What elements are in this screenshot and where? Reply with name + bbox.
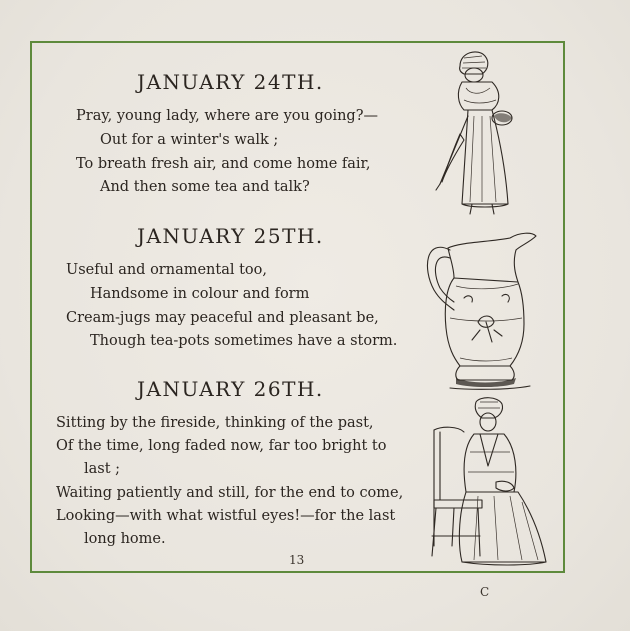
seated-old-woman-illustration [418,396,558,568]
verse-line: last ; [84,461,121,477]
entry-heading-jan-24: JANUARY 24TH. [137,70,324,94]
entry-heading-jan-26: JANUARY 26TH. [137,377,324,401]
verse-line: Pray, young lady, where are you going?— [76,108,378,124]
verse-line: Handsome in colour and form [90,286,310,302]
verse-line: Looking—with what wistful eyes!—for the last [56,508,396,524]
verse-line: Cream-jugs may peaceful and pleasant be, [66,310,379,326]
cream-jug-illustration [420,218,540,393]
page-number: 13 [289,553,305,567]
verse-line: And then some tea and talk? [100,179,310,195]
verse-line: Useful and ornamental too, [66,262,267,278]
entry-heading-jan-25: JANUARY 25TH. [137,224,324,248]
signature-mark: C [480,585,490,599]
verse-line: Of the time, long faded now, far too bright to [56,438,387,454]
verse-line: Sitting by the fireside, thinking of the past, [56,415,374,431]
verse-line: Waiting patiently and still, for the end to come, [56,485,404,501]
verse-line: Out for a winter's walk ; [100,132,279,148]
verse-line: Though tea-pots sometimes have a storm. [90,333,398,349]
girl-with-umbrella-illustration [430,44,530,224]
verse-line: To breath fresh air, and come home fair, [76,156,371,172]
verse-line: long home. [84,531,166,547]
